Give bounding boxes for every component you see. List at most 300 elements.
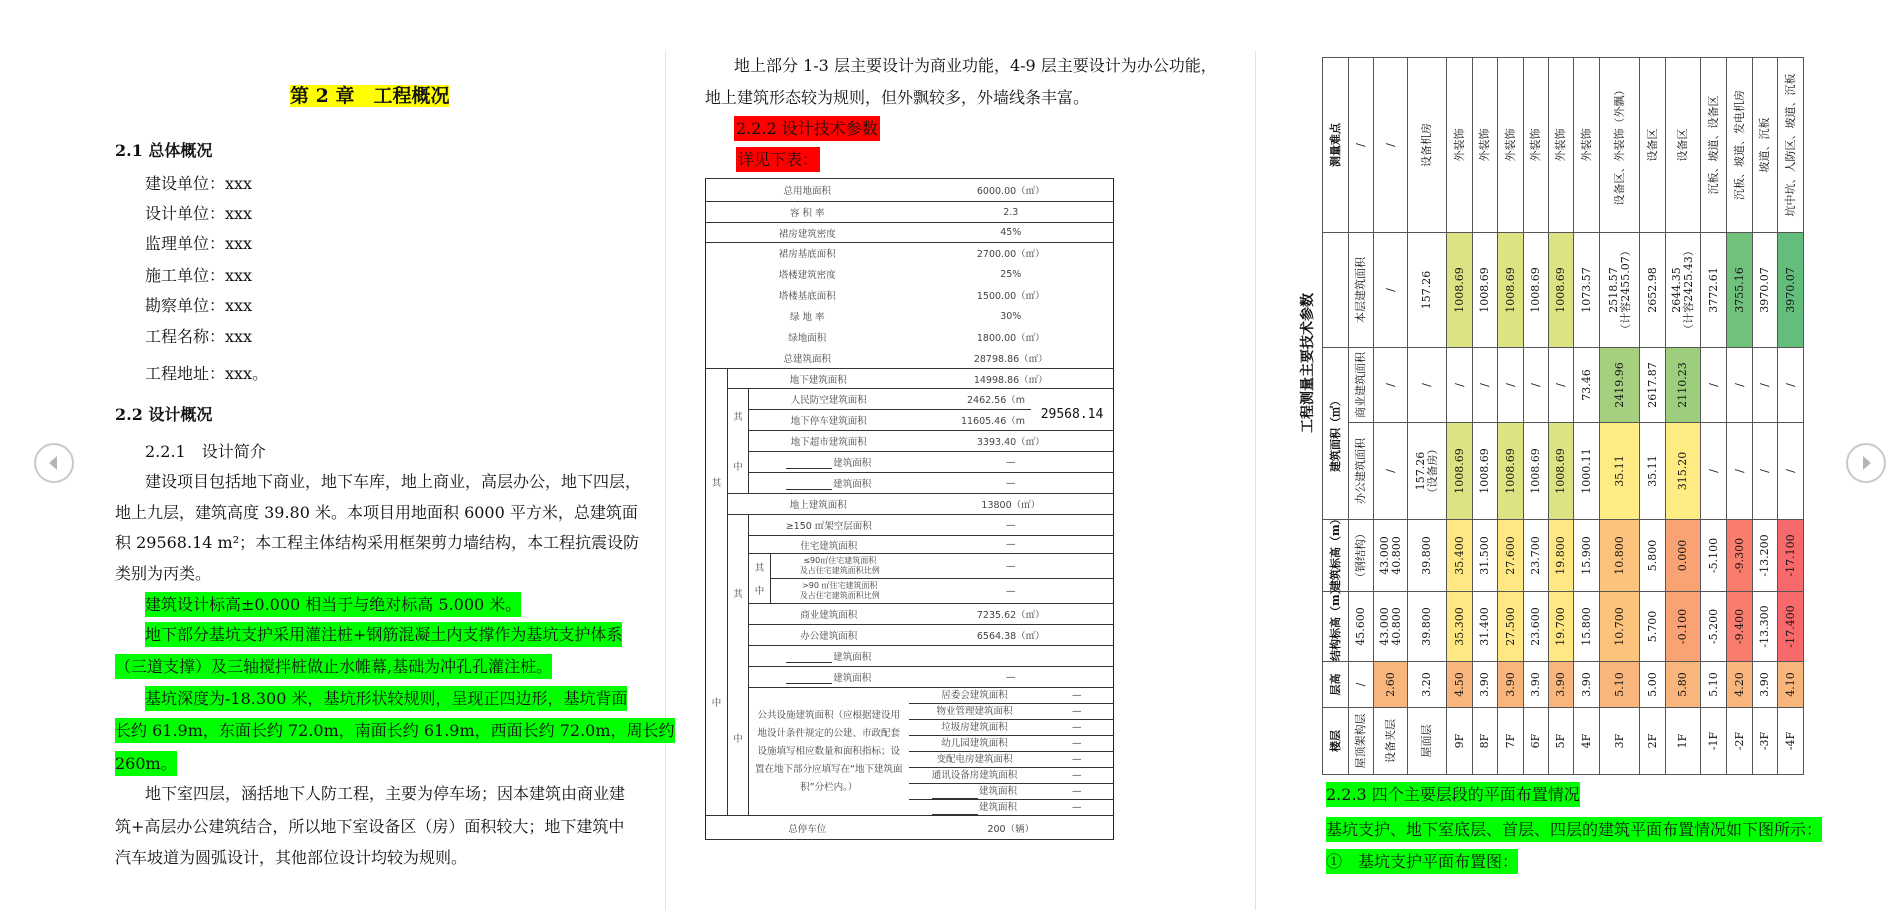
header-floor: 楼层 [1323,708,1349,775]
survey-cell-commercial-area: 2617.87 [1640,348,1666,423]
survey-cell-office-area: 1008.69 [1473,423,1498,520]
table-row [706,179,1114,202]
param-label: 塔楼基底面积 [778,291,836,302]
param-value: 2700.00（㎡） [976,249,1045,261]
public-item-value: — [1041,720,1114,736]
survey-cell-height: 3.90 [1549,662,1574,708]
param-label: 住宅建筑面积 [749,536,909,554]
param-label: 容 积 率 [706,202,909,223]
group-label-char: 中 [754,586,765,597]
survey-cell-floor-area: 1008.69 [1524,233,1549,348]
survey-cell-arch-elev: 31.500 [1473,520,1498,592]
survey-row [1600,58,1640,775]
table-row [706,327,1114,348]
survey-cell-arch-elev: （钢结构） [1349,520,1374,592]
survey-cell-struct-elev: 31.400 [1473,592,1498,662]
info-item: 监理单位：xxx [145,234,253,253]
highlighted-line [1326,819,1822,841]
survey-parameters-table [1322,57,1804,775]
survey-cell-office-area: / [1778,423,1804,520]
param-value: 30% [1000,310,1022,322]
survey-cell-office-area: 1008.69 [1524,423,1549,520]
header-area-group: 建筑面积（㎡） [1323,348,1349,520]
survey-cell-office-area: / [1374,423,1408,520]
section-heading: 2.2 设计概况 [115,405,213,424]
survey-cell-floor-area: 3772.61 [1701,233,1727,348]
survey-cell-height: 3.90 [1574,662,1600,708]
param-value: 3393.40（㎡） [909,431,1114,452]
public-item-value: — [1041,768,1114,784]
public-item-label: 居委会建筑面积 [909,688,1041,704]
survey-cell-arch-elev: 10.800 [1600,520,1640,592]
group-label-residential [749,554,771,604]
header-difficulty: 测量难点 [1323,58,1349,233]
survey-table-title: 工程测量主要技术参数 [1300,293,1316,433]
survey-cell-height: 4.20 [1727,662,1753,708]
survey-cell-floor: 1F [1666,708,1701,775]
survey-cell-height: / [1349,662,1374,708]
group-label-char: 其 [733,588,743,600]
survey-cell-difficulty: 外装饰 [1549,58,1574,233]
param-label-line: >90 ㎡住宅建筑面积 [802,581,878,590]
table-row [706,515,1114,536]
body-line: 积 29568.14 m²；本工程主体结构采用框架剪力墙结构，本工程抗震设防 [115,533,640,552]
survey-cell-arch-elev: 23.700 [1524,520,1549,592]
survey-cell-commercial-area: / [1524,348,1549,423]
param-label: 裙房建筑密度 [706,223,909,243]
survey-cell-floor: 设备夹层 [1374,708,1408,775]
table-row [706,473,1114,494]
table-row [706,816,1114,840]
design-parameters-table [705,178,1114,840]
chapter-title-text: 第 2 章 工程概况 [290,85,450,107]
highlighted-line [145,624,622,646]
survey-cell-floor: 7F [1498,708,1524,775]
survey-cell-difficulty: 外装饰 [1524,58,1549,233]
survey-cell-floor: 4F [1574,708,1600,775]
survey-cell-struct-elev: 39.800 [1408,592,1447,662]
survey-cell-floor-area: 157.26 [1408,233,1447,348]
survey-cell-commercial-area: 2419.96 [1600,348,1640,423]
survey-cell-floor-area: / [1374,233,1408,348]
survey-cell-office-area: 35.11 [1600,423,1640,520]
survey-cell-office-area: 35.11 [1640,423,1666,520]
param-value: — [909,515,1114,536]
table-row [706,306,1114,327]
survey-cell-commercial-area: / [1701,348,1727,423]
chevron-left-icon [36,445,72,481]
param-value: 2462.56（m [909,389,1114,410]
highlighted-text: 地下部分基坑支护采用灌注桩+钢筋混凝土内支撑作为基坑支护体系 [145,622,622,647]
highlighted-line [115,753,177,775]
survey-cell-arch-elev: 5.800 [1640,520,1666,592]
survey-row [1473,58,1498,775]
param-label: 地下建筑面积 [728,369,909,389]
param-label: ≥150 ㎡架空层面积 [749,515,909,536]
param-value: 14998.86（㎡） [909,369,1114,389]
header-arch-elev: 建筑标高（m） [1323,520,1349,592]
param-value: 11605.46（m [909,410,1114,431]
survey-cell-struct-elev: 45.600 [1349,592,1374,662]
table-row [706,452,1114,473]
survey-cell-struct-elev: 15.800 [1574,592,1600,662]
highlighted-text: 建筑设计标高±0.000 相当于与绝对标高 5.000 米。 [145,592,521,617]
param-value: 25% [1000,268,1022,280]
survey-cell-difficulty: 沉板、坡道、发电机房 [1727,58,1753,233]
survey-cell-office-area: 1008.69 [1549,423,1574,520]
group-label-char: 其 [733,412,743,423]
highlighted-line [145,594,521,616]
section-heading: 2.1 总体概况 [115,141,213,160]
survey-cell-struct-elev: -17.400 [1778,592,1804,662]
survey-row [1574,58,1600,775]
table-row [706,348,1114,369]
param-label: 商业建筑面积 [749,604,909,625]
param-label: 总建筑面积 [783,353,832,365]
survey-cell-office-area: 1008.69 [1447,423,1473,520]
survey-cell-office-area: / [1727,423,1753,520]
highlighted-line [115,656,552,678]
param-label: 绿地面积 [788,333,827,344]
survey-row [1549,58,1574,775]
header-blank [1323,233,1349,348]
group-label-char: 中 [711,698,722,709]
table-row [706,264,1114,285]
survey-cell-commercial-area: / [1408,348,1447,423]
param-value [909,646,1114,667]
survey-cell-floor-area: 1008.69 [1498,233,1524,348]
survey-cell-height: 3.90 [1753,662,1778,708]
highlighted-text: 260m。 [115,751,177,776]
table-row [706,536,1114,554]
body-line: 类别为丙类。 [115,564,212,583]
survey-cell-arch-elev: 15.900 [1574,520,1600,592]
highlighted-text: 长约 61.9m，东面长约 72.0m，南面长约 61.9m，西面长约 72.0m，周长约 [115,718,675,743]
param-label-line: ≤90㎡住宅建筑面积 [803,556,877,565]
survey-cell-commercial-area: / [1778,348,1804,423]
param-value: 2.3 [909,202,1114,223]
param-value: 6000.00（㎡） [909,179,1114,202]
body-line: 筑+高层办公建筑结合，所以地下室设备区（房）面积较大；地下建筑中 [115,817,625,836]
param-label [771,554,909,579]
param-label: 地下超市建筑面积 [749,431,909,452]
info-item: 建设单位：xxx [145,174,253,193]
survey-cell-arch-elev: 39.800 [1408,520,1447,592]
survey-cell-office-area: 1000.11 [1574,423,1600,520]
table-row [706,369,1114,389]
survey-cell-arch-elev: -13.200 [1753,520,1778,592]
survey-row [1524,58,1549,775]
param-value: 1500.00（㎡） [976,291,1045,302]
subsection-heading: 2.2.1 设计简介 [145,442,266,461]
survey-cell-difficulty: 设备区、外装饰（外飘） [1600,58,1640,233]
survey-cell-floor: 5F [1549,708,1574,775]
survey-cell-arch-elev: 35.400 [1447,520,1473,592]
table-row [706,667,1114,688]
survey-row [1374,58,1408,775]
survey-cell-office-area: / [1753,423,1778,520]
survey-cell-floor: 2F [1640,708,1666,775]
survey-cell-height: 3.90 [1473,662,1498,708]
group-label-char: 中 [733,733,743,745]
survey-cell-commercial-area: 2110.23 [1666,348,1701,423]
param-label: 绿 地 率 [789,312,825,323]
survey-cell-arch-elev: 0.000 [1666,520,1701,592]
header-height: 层高 [1323,662,1349,708]
survey-cell-height: 5.10 [1600,662,1640,708]
survey-cell-struct-elev: 35.300 [1447,592,1473,662]
survey-cell-commercial-area: / [1374,348,1408,423]
body-line: 汽车坡道为圆弧设计，其他部位设计均较为规则。 [115,848,468,867]
survey-cell-difficulty: 坡道、沉板 [1753,58,1778,233]
survey-cell-floor-area: 2644.35 （计容2425.43） [1666,233,1701,348]
info-item: 工程地址：xxx。 [145,364,269,383]
group-label-char: 其 [711,478,722,489]
survey-cell-difficulty: 外装饰 [1574,58,1600,233]
param-value: 200（辆） [909,816,1114,840]
group-label-outer [706,369,728,816]
survey-cell-floor-area: 1008.69 [1549,233,1574,348]
highlighted-text: 基坑支护、地下室底层、首层、四层的建筑平面布置情况如下图所示： [1326,817,1822,842]
public-item-label: 幼儿园建筑面积 [909,736,1041,752]
survey-cell-struct-elev: 23.600 [1524,592,1549,662]
survey-row [1701,58,1727,775]
param-label: 建筑面积 [833,479,872,490]
param-value: 45% [909,223,1114,243]
survey-cell-arch-elev: -5.100 [1701,520,1727,592]
param-value: — [909,667,1114,688]
group-label-char: 中 [733,462,743,473]
param-value: — [909,554,1114,579]
survey-row [1447,58,1473,775]
highlighted-line [145,688,627,710]
survey-cell-struct-elev: 19.700 [1549,592,1574,662]
survey-cell-floor: 6F [1524,708,1549,775]
subsection-heading-text: 2.2.2 设计技术参数 [734,116,880,141]
param-value: 6564.38（㎡） [909,625,1114,646]
survey-cell-struct-elev: -13.300 [1753,592,1778,662]
param-value: 13800（㎡） [909,494,1114,515]
previous-page-button[interactable] [34,443,74,483]
survey-row [1727,58,1753,775]
survey-row [1640,58,1666,775]
survey-cell-floor: -2F [1727,708,1753,775]
public-item-label-blank [909,800,1041,816]
survey-cell-height: 4.50 [1447,662,1473,708]
param-label: 建筑面积 [833,652,872,663]
survey-cell-floor: 3F [1600,708,1640,775]
info-item: 设计单位：xxx [145,204,253,223]
survey-cell-office-area: 315.20 [1666,423,1701,520]
survey-cell-floor-area: 1073.57 [1574,233,1600,348]
param-value: 1800.00（㎡） [976,333,1045,344]
body-line: 地下室四层，涵括地下人防工程，主要为停车场；因本建筑由商业建 [145,784,626,803]
subsection-heading [1326,784,1580,806]
subsection-heading-text: 2.2.3 四个主要层段的平面布置情况 [1326,782,1580,807]
survey-cell-struct-elev: 27.500 [1498,592,1524,662]
param-label [771,579,909,604]
survey-cell-height: 5.80 [1666,662,1701,708]
survey-cell-arch-elev: 27.600 [1498,520,1524,592]
param-label-blank [749,667,909,688]
survey-cell-difficulty: 坑中坑、人防区、坡道、沉板 [1778,58,1804,233]
survey-row [1753,58,1778,775]
survey-row [1778,58,1804,775]
param-label: 地下停车建筑面积 [749,410,909,431]
public-item-value: — [1041,688,1114,704]
survey-row [1408,58,1447,775]
survey-cell-struct-elev: 5.700 [1640,592,1666,662]
table-row [706,223,1114,243]
survey-cell-struct-elev: -5.200 [1701,592,1727,662]
param-label: 建筑面积 [833,673,872,684]
survey-cell-difficulty: 设备区 [1666,58,1701,233]
param-label-line: 及占住宅建筑面积比例 [799,591,880,600]
table-row [706,243,1114,264]
list-item [1326,851,1518,873]
survey-cell-height: 5.10 [1701,662,1727,708]
page-divider [665,51,666,910]
table-intro-text: 详见下表： [736,147,820,172]
survey-header-row [1323,58,1349,775]
survey-cell-height: 2.60 [1374,662,1408,708]
table-row [706,625,1114,646]
param-label: 裙房基底面积 [778,249,836,261]
survey-cell-height: 3.20 [1408,662,1447,708]
param-value: — [909,536,1114,554]
survey-cell-office-area: 1008.69 [1498,423,1524,520]
survey-cell-floor-area: 3970.07 [1753,233,1778,348]
public-item-label: 物业管理建筑面积 [909,704,1041,720]
survey-cell-difficulty: 外装饰 [1473,58,1498,233]
param-label-blank [749,646,909,667]
group-label-above [728,515,749,816]
survey-cell-commercial-area: / [1473,348,1498,423]
table-row [706,494,1114,515]
group-label-underground [728,389,749,494]
survey-cell-height: 3.90 [1498,662,1524,708]
body-line: 地上建筑形态较为规则，但外飘较多，外墙线条丰富。 [705,88,1090,107]
survey-cell-office-area: 157.26 （设备房） [1408,423,1447,520]
param-label: 总用地面积 [706,179,909,202]
survey-row [1666,58,1701,775]
survey-cell-floor-area: 2652.98 [1640,233,1666,348]
survey-cell-struct-elev: 10.700 [1600,592,1640,662]
param-label: 人民防空建筑面积 [749,389,909,410]
table-row [706,604,1114,625]
survey-cell-commercial-area: / [1549,348,1574,423]
survey-cell-floor-area: 2518.57 （计容2455.07） [1600,233,1640,348]
param-label: 地上建筑面积 [728,494,909,515]
next-page-button[interactable] [1846,443,1886,483]
survey-cell-floor: 8F [1473,708,1498,775]
survey-cell-struct-elev: -0.100 [1666,592,1701,662]
info-item: 勘察单位：xxx [145,296,253,315]
highlighted-text: （三道支撑）及三轴搅拌桩做止水帷幕,基础为冲孔孔灌注桩。 [115,654,552,679]
survey-cell-difficulty: / [1349,58,1374,233]
survey-cell-struct-elev: 43.000 40.800 [1374,592,1408,662]
param-value: — [909,452,1114,473]
param-label-blank [749,452,909,473]
survey-cell-floor-area: 1008.69 [1447,233,1473,348]
subsection-heading [734,118,880,140]
survey-cell-floor: 屋顶架构层 [1349,708,1374,775]
survey-row [1349,58,1374,775]
table-row [706,285,1114,306]
public-item-label: 建筑面积 [979,785,1018,797]
body-line: 地上九层，建筑高度 39.80 米。本项目用地面积 6000 平方米，总建筑面 [115,503,638,522]
table-row [706,202,1114,223]
param-label-line: 及占住宅建筑面积比例 [799,566,880,575]
survey-cell-floor: 屋面层 [1408,708,1447,775]
survey-cell-difficulty: 沉板、坡道、设备区 [1701,58,1727,233]
survey-cell-difficulty: 设备区 [1640,58,1666,233]
survey-cell-floor: -3F [1753,708,1778,775]
survey-cell-difficulty: / [1374,58,1408,233]
chevron-right-icon [1848,445,1884,481]
public-item-label-blank [909,784,1041,800]
public-item-value: — [1041,800,1114,816]
survey-cell-floor-area: 本层建筑面积 [1349,233,1374,348]
public-item-value: — [1041,784,1114,800]
table-row [706,688,1114,704]
group-label-char: 其 [754,563,765,574]
survey-cell-commercial-area: 73.46 [1574,348,1600,423]
survey-cell-office-area: / [1701,423,1727,520]
param-label-blank [749,473,909,494]
total-area-annotation: 29568.14 [1031,400,1113,430]
param-label: 建筑面积 [833,458,872,469]
survey-cell-height: 5.00 [1640,662,1666,708]
survey-cell-arch-elev: -9.300 [1727,520,1753,592]
public-item-value: — [1041,736,1114,752]
survey-cell-difficulty: 设备机房 [1408,58,1447,233]
survey-cell-floor-area: 3970.07 [1778,233,1804,348]
survey-cell-commercial-area: / [1727,348,1753,423]
survey-cell-difficulty: 外装饰 [1447,58,1473,233]
info-item: 施工单位：xxx [145,266,253,285]
survey-cell-arch-elev: -17.100 [1778,520,1804,592]
table-row [706,554,1114,579]
survey-row [1498,58,1524,775]
survey-cell-height: 3.90 [1524,662,1549,708]
public-item-label: 通讯设备房建筑面积 [909,768,1041,784]
survey-cell-floor-area: 1008.69 [1473,233,1498,348]
chapter-title [290,83,449,109]
info-item: 工程名称：xxx [145,327,253,346]
survey-table-container [1322,58,1803,775]
list-item-text: ① 基坑支护平面布置图： [1326,849,1518,874]
param-label: 塔楼建筑密度 [778,270,836,281]
survey-cell-floor: 9F [1447,708,1473,775]
param-value: — [909,473,1114,494]
survey-cell-arch-elev: 19.800 [1549,520,1574,592]
param-value: 7235.62（㎡） [909,604,1114,625]
public-item-value: — [1041,704,1114,720]
survey-cell-floor: -4F [1778,708,1804,775]
survey-cell-height: 4.10 [1778,662,1804,708]
table-row [706,431,1114,452]
public-item-label: 变配电房建筑面积 [909,752,1041,768]
survey-cell-difficulty: 外装饰 [1498,58,1524,233]
public-facilities-label: 公共设施建筑面积（应根据建设用地设计条件规定的公建、市政配套设施填写相应数量和面积指标；设置在地下部分应填写在“地下建筑面积”分栏内。） [749,688,909,816]
survey-cell-commercial-area: 商业建筑面积 [1349,348,1374,423]
body-line: 建设项目包括地下商业，地下车库，地上商业，高层办公，地下四层， [145,472,642,491]
table-row [706,646,1114,667]
survey-cell-struct-elev: -9.400 [1727,592,1753,662]
param-value: 28798.86（㎡） [973,353,1048,365]
public-item-label: 垃圾房建筑面积 [909,720,1041,736]
